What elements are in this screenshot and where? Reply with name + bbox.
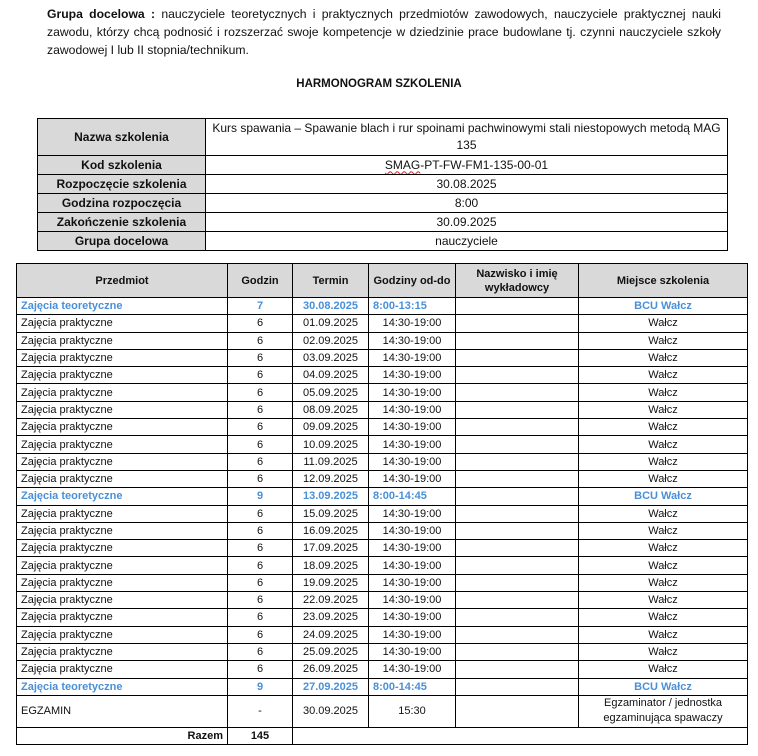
cell-date: 11.09.2025 xyxy=(293,453,369,470)
cell-time-range: 15:30 xyxy=(369,695,456,727)
column-header-lecturer: Nazwisko i imię wykładowcy xyxy=(456,264,579,298)
cell-subject: Zajęcia praktyczne xyxy=(17,540,228,557)
cell-date: 10.09.2025 xyxy=(293,436,369,453)
info-row-start-time xyxy=(38,194,728,213)
code-rest: -PT-FW-FM1-135-00-01 xyxy=(420,157,549,172)
cell-location: Wałcz xyxy=(579,522,748,539)
cell-time-range: 14:30-19:00 xyxy=(369,315,456,332)
schedule-row xyxy=(17,401,748,418)
schedule-row xyxy=(17,315,748,332)
cell-hours: 9 xyxy=(228,678,293,695)
cell-hours: 6 xyxy=(228,505,293,522)
schedule-row xyxy=(17,574,748,591)
cell-location: BCU Wałcz xyxy=(579,488,748,505)
schedule-row xyxy=(17,609,748,626)
cell-time-range: 14:30-19:00 xyxy=(369,557,456,574)
target-group-label: Grupa docelowa : xyxy=(47,7,156,21)
total-row xyxy=(17,727,748,744)
cell-time-range: 14:30-19:00 xyxy=(369,505,456,522)
course-info-table xyxy=(37,118,728,251)
cell-lecturer xyxy=(456,315,579,332)
cell-date: 08.09.2025 xyxy=(293,401,369,418)
cell-subject: Zajęcia praktyczne xyxy=(17,574,228,591)
info-value xyxy=(206,156,728,175)
cell-time-range: 14:30-19:00 xyxy=(369,470,456,487)
cell-subject: Zajęcia praktyczne xyxy=(17,661,228,678)
schedule-row xyxy=(17,626,748,643)
cell-lecturer xyxy=(456,626,579,643)
cell-subject: Zajęcia praktyczne xyxy=(17,401,228,418)
cell-location: Wałcz xyxy=(579,540,748,557)
total-empty-cell xyxy=(293,727,748,744)
column-header-time-range: Godziny od-do xyxy=(369,264,456,298)
cell-hours: 6 xyxy=(228,436,293,453)
cell-hours: 6 xyxy=(228,522,293,539)
cell-time-range: 14:30-19:00 xyxy=(369,540,456,557)
cell-lecturer xyxy=(456,488,579,505)
cell-lecturer xyxy=(456,540,579,557)
cell-hours: 9 xyxy=(228,488,293,505)
cell-date: 19.09.2025 xyxy=(293,574,369,591)
cell-lecturer xyxy=(456,470,579,487)
cell-date: 09.09.2025 xyxy=(293,419,369,436)
column-header-hours: Godzin xyxy=(228,264,293,298)
cell-hours: 6 xyxy=(228,419,293,436)
cell-lecturer xyxy=(456,574,579,591)
cell-date: 24.09.2025 xyxy=(293,626,369,643)
cell-hours: 6 xyxy=(228,661,293,678)
cell-subject: Zajęcia praktyczne xyxy=(17,315,228,332)
schedule-row xyxy=(17,436,748,453)
cell-location: Wałcz xyxy=(579,315,748,332)
cell-lecturer xyxy=(456,436,579,453)
cell-hours: 6 xyxy=(228,643,293,660)
schedule-row xyxy=(17,488,748,505)
cell-lecturer xyxy=(456,384,579,401)
cell-lecturer xyxy=(456,695,579,727)
schedule-row xyxy=(17,384,748,401)
cell-hours: 6 xyxy=(228,401,293,418)
cell-subject: Zajęcia praktyczne xyxy=(17,557,228,574)
cell-location: BCU Wałcz xyxy=(579,678,748,695)
info-row-target-group xyxy=(38,232,728,251)
info-value: 30.09.2025 xyxy=(206,213,728,232)
cell-time-range: 8:00-13:15 xyxy=(369,298,456,315)
target-group-paragraph xyxy=(47,5,721,59)
cell-hours: 6 xyxy=(228,349,293,366)
schedule-row xyxy=(17,522,748,539)
cell-date: 02.09.2025 xyxy=(293,332,369,349)
cell-date: 23.09.2025 xyxy=(293,609,369,626)
cell-location: Wałcz xyxy=(579,592,748,609)
cell-date: 18.09.2025 xyxy=(293,557,369,574)
cell-date: 17.09.2025 xyxy=(293,540,369,557)
cell-hours: 6 xyxy=(228,557,293,574)
schedule-row xyxy=(17,298,748,315)
cell-subject: Zajęcia praktyczne xyxy=(17,349,228,366)
info-value: 8:00 xyxy=(206,194,728,213)
cell-hours: 6 xyxy=(228,315,293,332)
cell-location: Wałcz xyxy=(579,470,748,487)
cell-hours: 6 xyxy=(228,574,293,591)
cell-subject: Zajęcia praktyczne xyxy=(17,384,228,401)
cell-lecturer xyxy=(456,419,579,436)
cell-subject: Zajęcia teoretyczne xyxy=(17,298,228,315)
info-label: Rozpoczęcie szkolenia xyxy=(38,175,206,194)
cell-lecturer xyxy=(456,332,579,349)
cell-location: Wałcz xyxy=(579,349,748,366)
cell-date: 05.09.2025 xyxy=(293,384,369,401)
total-hours: 145 xyxy=(228,727,293,744)
cell-time-range: 14:30-19:00 xyxy=(369,384,456,401)
schedule-row xyxy=(17,557,748,574)
schedule-row xyxy=(17,661,748,678)
cell-location: Wałcz xyxy=(579,574,748,591)
info-row-end-date xyxy=(38,213,728,232)
cell-location: Egzaminator / jednostka egzaminująca spawaczy xyxy=(579,695,748,727)
cell-hours: 6 xyxy=(228,626,293,643)
schedule-header-row xyxy=(17,264,748,298)
cell-subject: Zajęcia praktyczne xyxy=(17,419,228,436)
cell-lecturer xyxy=(456,643,579,660)
cell-date: 16.09.2025 xyxy=(293,522,369,539)
cell-location: Wałcz xyxy=(579,643,748,660)
schedule-row xyxy=(17,470,748,487)
info-value: Kurs spawania – Spawanie blach i rur spoinami pachwinowymi stali niestopowych metodą MAG 135 xyxy=(206,119,728,156)
schedule-row xyxy=(17,419,748,436)
info-value: 30.08.2025 xyxy=(206,175,728,194)
cell-time-range: 8:00-14:45 xyxy=(369,678,456,695)
cell-location: BCU Wałcz xyxy=(579,298,748,315)
cell-location: Wałcz xyxy=(579,332,748,349)
schedule-row xyxy=(17,453,748,470)
cell-hours: 6 xyxy=(228,453,293,470)
schedule-row xyxy=(17,695,748,727)
info-label: Grupa docelowa xyxy=(38,232,206,251)
schedule-row xyxy=(17,349,748,366)
cell-date: 15.09.2025 xyxy=(293,505,369,522)
cell-hours: 6 xyxy=(228,540,293,557)
info-value: nauczyciele xyxy=(206,232,728,251)
column-header-date: Termin xyxy=(293,264,369,298)
cell-location: Wałcz xyxy=(579,384,748,401)
cell-lecturer xyxy=(456,505,579,522)
info-row-code xyxy=(38,156,728,175)
cell-date: 12.09.2025 xyxy=(293,470,369,487)
cell-location: Wałcz xyxy=(579,453,748,470)
cell-lecturer xyxy=(456,678,579,695)
cell-time-range: 14:30-19:00 xyxy=(369,574,456,591)
cell-hours: 6 xyxy=(228,384,293,401)
cell-location: Wałcz xyxy=(579,436,748,453)
cell-lecturer xyxy=(456,609,579,626)
cell-date: 22.09.2025 xyxy=(293,592,369,609)
cell-time-range: 14:30-19:00 xyxy=(369,401,456,418)
cell-subject: Zajęcia praktyczne xyxy=(17,332,228,349)
cell-hours: 6 xyxy=(228,332,293,349)
cell-date: 26.09.2025 xyxy=(293,661,369,678)
cell-location: Wałcz xyxy=(579,505,748,522)
cell-subject: Zajęcia praktyczne xyxy=(17,453,228,470)
cell-date: 03.09.2025 xyxy=(293,349,369,366)
info-label: Nazwa szkolenia xyxy=(38,119,206,156)
cell-lecturer xyxy=(456,298,579,315)
cell-location: Wałcz xyxy=(579,626,748,643)
cell-lecturer xyxy=(456,557,579,574)
cell-subject: Zajęcia praktyczne xyxy=(17,609,228,626)
cell-date: 13.09.2025 xyxy=(293,488,369,505)
cell-time-range: 14:30-19:00 xyxy=(369,436,456,453)
cell-time-range: 8:00-14:45 xyxy=(369,488,456,505)
cell-subject: Zajęcia praktyczne xyxy=(17,626,228,643)
cell-subject: Zajęcia praktyczne xyxy=(17,470,228,487)
cell-subject: Zajęcia praktyczne xyxy=(17,436,228,453)
cell-time-range: 14:30-19:00 xyxy=(369,349,456,366)
column-header-subject: Przedmiot xyxy=(17,264,228,298)
info-label: Zakończenie szkolenia xyxy=(38,213,206,232)
cell-date: 30.09.2025 xyxy=(293,695,369,727)
total-label: Razem xyxy=(17,727,228,744)
cell-time-range: 14:30-19:00 xyxy=(369,643,456,660)
cell-hours: 6 xyxy=(228,470,293,487)
schedule-row xyxy=(17,592,748,609)
cell-time-range: 14:30-19:00 xyxy=(369,332,456,349)
cell-location: Wałcz xyxy=(579,419,748,436)
schedule-row xyxy=(17,505,748,522)
info-row-name xyxy=(38,119,728,156)
cell-hours: 6 xyxy=(228,592,293,609)
cell-date: 25.09.2025 xyxy=(293,643,369,660)
cell-hours: 7 xyxy=(228,298,293,315)
cell-location: Wałcz xyxy=(579,401,748,418)
cell-location: Wałcz xyxy=(579,557,748,574)
info-row-start-date xyxy=(38,175,728,194)
cell-subject: Zajęcia praktyczne xyxy=(17,592,228,609)
schedule-row xyxy=(17,643,748,660)
spellcheck-underlined-text: SMAG xyxy=(384,157,421,172)
page-title: HARMONOGRAM SZKOLENIA xyxy=(296,78,462,90)
cell-date: 27.09.2025 xyxy=(293,678,369,695)
cell-subject: Zajęcia praktyczne xyxy=(17,505,228,522)
cell-date: 30.08.2025 xyxy=(293,298,369,315)
cell-date: 04.09.2025 xyxy=(293,367,369,384)
schedule-row xyxy=(17,678,748,695)
target-group-text: nauczyciele teoretycznych i praktycznych przedmiotów zawodowych, nauczyciele praktycznej nauki zawodu, którzy chcą podnosić i rozszerzać swoje kompetencje w dziedzinie prace budowlane tj. czynni nauczyciele szkoły zawodowej I lub II stopnia/technikum. xyxy=(47,7,721,57)
info-label: Godzina rozpoczęcia xyxy=(38,194,206,213)
cell-subject: Zajęcia teoretyczne xyxy=(17,678,228,695)
cell-subject: Zajęcia praktyczne xyxy=(17,643,228,660)
cell-lecturer xyxy=(456,401,579,418)
cell-lecturer xyxy=(456,367,579,384)
info-label: Kod szkolenia xyxy=(38,156,206,175)
cell-hours: 6 xyxy=(228,609,293,626)
column-header-location: Miejsce szkolenia xyxy=(579,264,748,298)
cell-time-range: 14:30-19:00 xyxy=(369,453,456,470)
cell-lecturer xyxy=(456,592,579,609)
cell-time-range: 14:30-19:00 xyxy=(369,592,456,609)
cell-location: Wałcz xyxy=(579,661,748,678)
cell-subject: EGZAMIN xyxy=(17,695,228,727)
cell-lecturer xyxy=(456,349,579,366)
cell-lecturer xyxy=(456,522,579,539)
cell-date: 01.09.2025 xyxy=(293,315,369,332)
cell-time-range: 14:30-19:00 xyxy=(369,522,456,539)
cell-hours: 6 xyxy=(228,367,293,384)
cell-lecturer xyxy=(456,661,579,678)
cell-subject: Zajęcia teoretyczne xyxy=(17,488,228,505)
schedule-row xyxy=(17,332,748,349)
cell-location: Wałcz xyxy=(579,609,748,626)
schedule-row xyxy=(17,367,748,384)
cell-time-range: 14:30-19:00 xyxy=(369,419,456,436)
cell-time-range: 14:30-19:00 xyxy=(369,626,456,643)
cell-hours: - xyxy=(228,695,293,727)
cell-time-range: 14:30-19:00 xyxy=(369,367,456,384)
cell-time-range: 14:30-19:00 xyxy=(369,661,456,678)
cell-time-range: 14:30-19:00 xyxy=(369,609,456,626)
schedule-row xyxy=(17,540,748,557)
cell-location: Wałcz xyxy=(579,367,748,384)
cell-subject: Zajęcia praktyczne xyxy=(17,367,228,384)
schedule-table xyxy=(16,263,748,745)
cell-subject: Zajęcia praktyczne xyxy=(17,522,228,539)
cell-lecturer xyxy=(456,453,579,470)
